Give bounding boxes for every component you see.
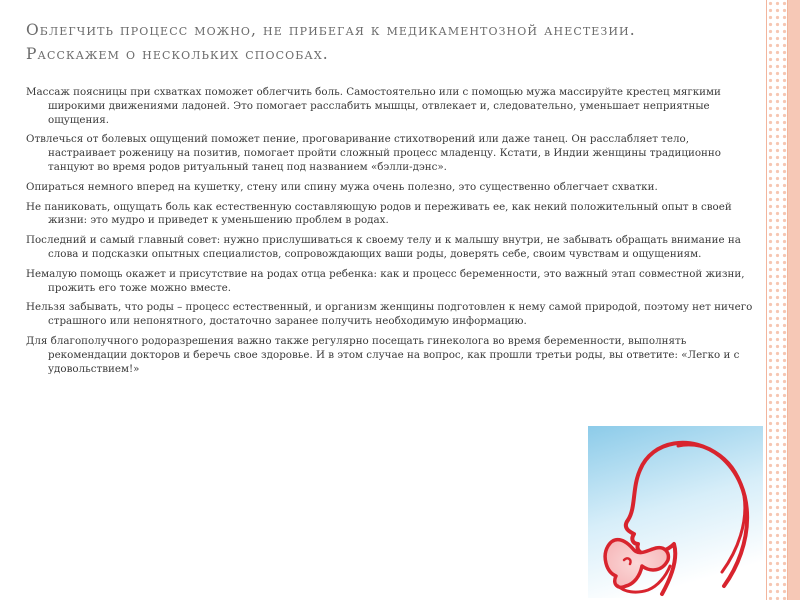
title-line-2: Расскажем о нескольких способах. xyxy=(26,45,329,63)
mother-and-child-illustration xyxy=(588,426,763,598)
title-line-1: Облегчить процесс можно, не прибегая к медикаментозной анестезии. xyxy=(26,21,636,39)
solid-stripe xyxy=(787,0,800,600)
paragraph: Последний и самый главный совет: нужно прислушиваться к своему телу и к малышу внутри, не забывать обращать внимание на слова и подсказки опытных специалистов, сопровождающих ваши роды, доверять себе, своим чувствам и ощущениям. xyxy=(26,234,741,260)
paragraph: Для благополучного родоразрешения важно также регулярно посещать гинеколога во время беременности, выполнять рекомендации докторов и беречь свое здоровье. И в этом случае на вопрос, как прошли третьи роды, вы ответите: «Легко и с удовольствием!» xyxy=(26,334,740,375)
decorative-border xyxy=(766,0,800,600)
slide-title xyxy=(26,18,726,66)
paragraph: Массаж поясницы при схватках поможет облегчить боль. Самостоятельно или с помощью мужа массируйте крестец мягкими широкими движениями ладоней. Это помогает расслабить мышцы, отвлекает и, следовательно, уменьшает неприятные ощущения. xyxy=(26,86,721,126)
paragraph: Опираться немного вперед на кушетку, стену или спину мужа очень полезно, это существенно облегчает схватки. xyxy=(26,180,658,193)
body-text xyxy=(26,86,756,382)
dotted-stripe xyxy=(766,0,789,600)
paragraph: Нельзя забывать, что роды – процесс естественный, и организм женщины подготовлен к нему самой природой, поэтому нет ничего страшного или непонятного, достаточно заранее получить необходимую информацию. xyxy=(26,301,753,328)
paragraph: Немалую помощь окажет и присутствие на родах отца ребенка: как и процесс беременности, это важный этап совместной жизни, прожить его тоже можно вместе. xyxy=(26,267,745,294)
paragraph: Не паниковать, ощущать боль как естественную составляющую родов и переживать ее, как некий положительный опыт в своей жизни: это мудро и приведет к уменьшению проблем в родах. xyxy=(26,200,732,227)
paragraph: Отвлечься от болевых ощущений поможет пение, проговаривание стихотворений или даже танец. Он расслабляет тело, настраивает роженицу на позитив, помогает пройти сложный процесс младенцу. Кстати, в Индии женщины традиционно танцуют во время родов ритуальный танец под названием «бэлли-дэнс». xyxy=(26,133,721,173)
